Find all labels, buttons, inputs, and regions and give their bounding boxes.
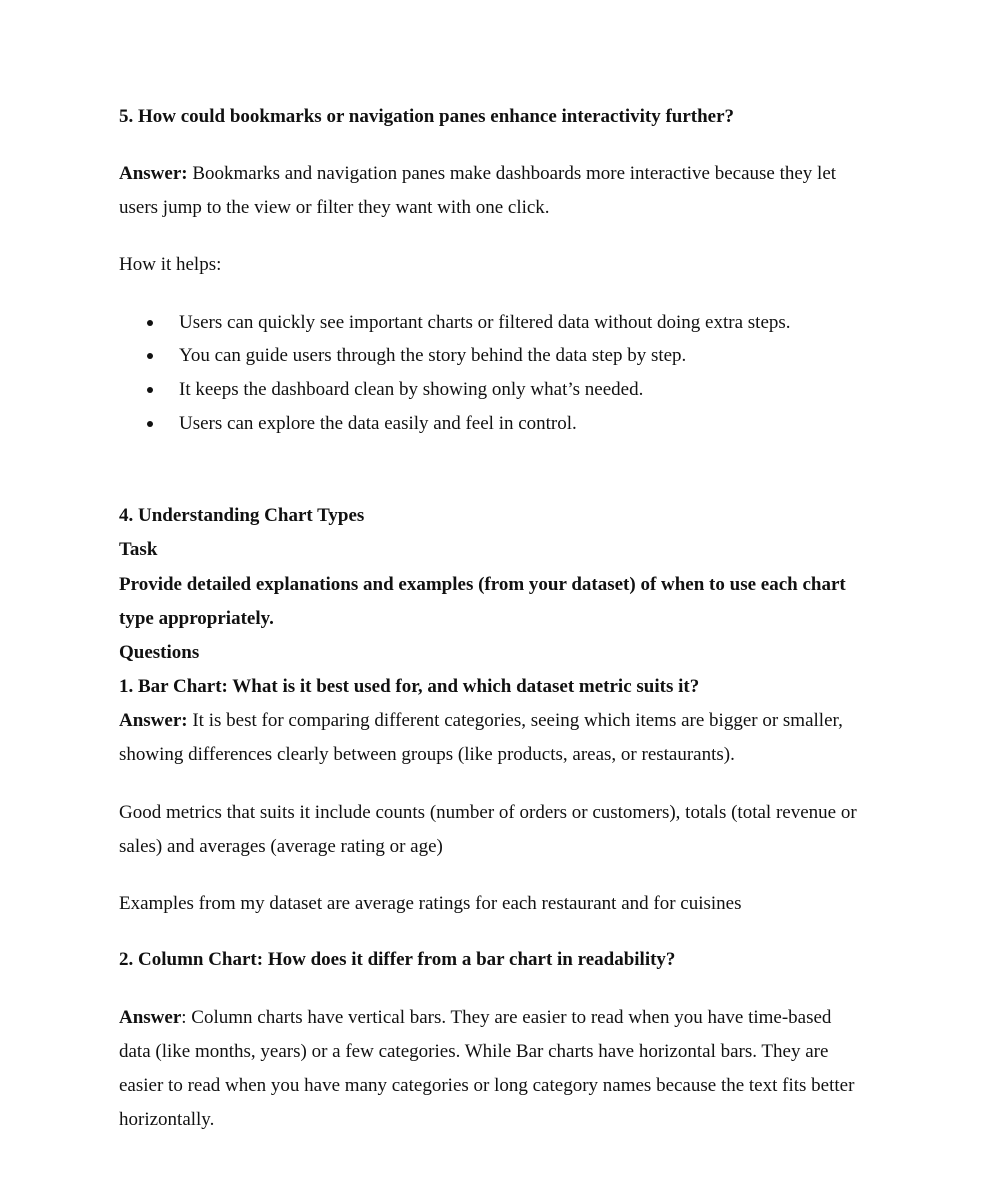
q5-answer-line-1 (119, 162, 836, 186)
list-item-text: It keeps the dashboard clean by showing only what’s needed. (179, 379, 644, 400)
task-text-line-1: Provide detailed explanations and examples (from your dataset) of when to use each chart (119, 574, 846, 595)
bullet-icon (147, 421, 153, 427)
bullet-icon (147, 353, 153, 359)
q2-answer-line-4: horizontally. (119, 1109, 215, 1130)
answer-label: Answer: (119, 163, 188, 184)
answer-text: : Column charts have vertical bars. They are easier to read when you have time-based (181, 1007, 832, 1028)
q5-heading: 5. How could bookmarks or navigation panes enhance interactivity further? (119, 106, 735, 127)
q5-answer-line-2: users jump to the view or filter they want with one click. (119, 197, 550, 218)
how-it-helps-label: How it helps: (119, 254, 222, 275)
bullet-icon (147, 387, 153, 393)
q2-heading: 2. Column Chart: How does it differ from a bar chart in readability? (119, 949, 676, 970)
q1-heading: 1. Bar Chart: What is it best used for, and which dataset metric suits it? (119, 676, 700, 697)
answer-text: It is best for comparing different categories, seeing which items are bigger or smaller, (187, 710, 843, 731)
bullet-icon (147, 320, 153, 326)
answer-text: Bookmarks and navigation panes make dashboards more interactive because they let (187, 163, 837, 184)
questions-label: Questions (119, 642, 200, 663)
answer-label: Answer (119, 1007, 182, 1028)
q2-answer-line-1 (119, 1006, 831, 1030)
list-item-text: Users can quickly see important charts or filtered data without doing extra steps. (179, 312, 791, 333)
q1-answer-line-2: showing differences clearly between groups (like products, areas, or restaurants). (119, 744, 735, 765)
q1-metrics-line-2: sales) and averages (average rating or age) (119, 836, 443, 857)
q2-answer-line-3: easier to read when you have many categories or long category names because the text fits better (119, 1075, 855, 1096)
task-text-line-2: type appropriately. (119, 608, 274, 629)
task-label: Task (119, 539, 158, 560)
q2-answer-line-2: data (like months, years) or a few categories. While Bar charts have horizontal bars. They are (119, 1041, 829, 1062)
list-item-text: Users can explore the data easily and feel in control. (179, 413, 577, 434)
answer-label: Answer: (119, 710, 188, 731)
q1-examples: Examples from my dataset are average ratings for each restaurant and for cuisines (119, 893, 742, 914)
q1-metrics-line-1: Good metrics that suits it include counts (number of orders or customers), totals (total revenue or (119, 802, 857, 823)
q1-answer-line-1 (119, 709, 843, 733)
list-item-text: You can guide users through the story behind the data step by step. (179, 345, 687, 366)
section-heading: 4. Understanding Chart Types (119, 505, 365, 526)
